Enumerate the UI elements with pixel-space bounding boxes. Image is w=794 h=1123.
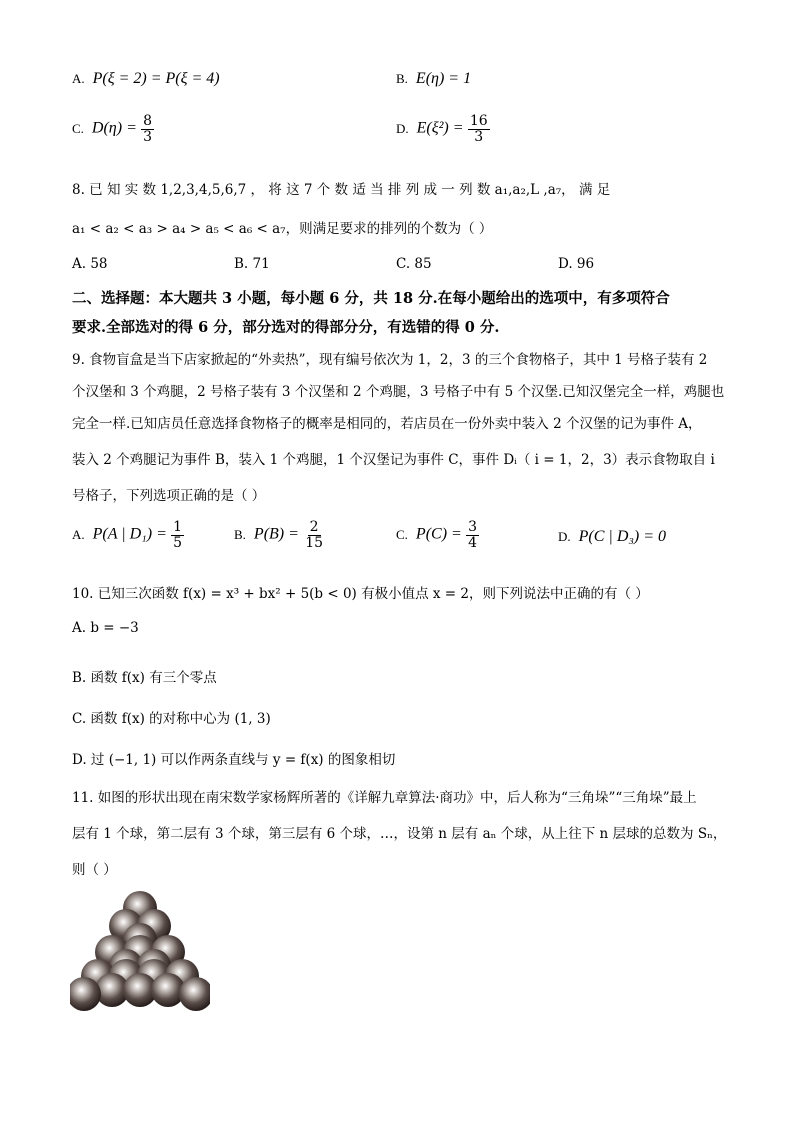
q9-option-b-fraction: $\frac{2}{15}$ [305,519,324,551]
q9-option-c: C. P(C) = $\frac{3}{4}$ [396,519,478,551]
q9-option-d-expr: P(C | D₃) = 0 [578,528,667,545]
q10-option-b: B. 函数 f(x) 有三个零点 [72,670,217,686]
q8-option-b: B. 71 [234,256,270,272]
q7-option-b: B. E(η) = 1 [396,70,472,87]
q7-option-c-fraction: $\frac{8}{3}$ [143,113,153,145]
q8-option-c: C. 85 [396,256,432,272]
q10-option-d: D. 过 (−1, 1) 可以作两条直线与 y = f(x) 的图象相切 [72,752,396,768]
q8-option-a: A. 58 [72,256,108,272]
q9-option-a-fraction: $\frac{1}{5}$ [173,519,183,551]
section-header-line1: 二、选择题：本大题共 3 小题，每小题 6 分，共 18 分.在每小题给出的选项中，有多项符合 [72,290,670,307]
q7-option-a: A. P(ξ = 2) = P(ξ = 4) [72,70,220,87]
q9-stem-line2: 个汉堡和 3 个鸡腿，2 号格子装有 3 个汉堡和 2 个鸡腿，3 号格子中有 5 个汉堡.已知汉堡完全一样，鸡腿也 [72,384,725,400]
q11-stem-line1: 11. 如图的形状出现在南宋数学家杨辉所著的《详解九章算法·商功》中，后人称为“三角垛”“三角垛”最上 [72,790,697,806]
q9-stem-line5: 号格子，下列选项正确的是（ ） [72,488,266,504]
q9-stem-line1: 9. 食物盲盒是当下店家掀起的“外卖热”，现有编号依次为 1，2，3 的三个食物格子，其中 1 号格子装有 2 [72,352,708,368]
q8-stem-line2: a₁ < a₂ < a₃ > a₄ > a₅ < a₆ < a₇，则满足要求的排列的个数为（ ） [72,221,493,237]
q9-stem-line4: 装入 2 个鸡腿记为事件 B，装入 1 个鸡腿，1 个汉堡记为事件 C，事件 Dᵢ（ i = 1，2，3）表示食物取自 i [72,452,715,468]
q11-stem-line2: 层有 1 个球，第二层有 3 个球，第三层有 6 个球，…，设第 n 层有 aₙ 个球，从上往下 n 层球的总数为 Sₙ， [72,826,727,842]
q11-stem-line3: 则（ ） [72,862,117,878]
q8-stem-line1: 8. 已 知 实 数 1,2,3,4,5,6,7 ， 将 这 7 个 数 适 当 排 列 成 一 列 数 a₁,a₂,L ,a₇， 满 足 [72,182,611,198]
q9-stem-line3: 完全一样.已知店员任意选择食物格子的概率是相同的，若店员在一份外卖中装入 2 个汉堡的记为事件 A， [72,416,702,432]
q10-stem: 10. 已知三次函数 f(x) = x³ + bx² + 5(b < 0) 有极小值点 x = 2，则下列说法中正确的有（ ） [72,586,649,602]
q9-option-b: B. P(B) = $\frac{2}{15}$ [234,519,324,551]
q9-option-c-fraction: $\frac{3}{4}$ [468,519,478,551]
triangular-pile-figure [70,888,210,1018]
q9-option-d: D. P(C | D₃) = 0 [558,528,667,545]
q7-option-a-expr: P(ξ = 2) = P(ξ = 4) [92,70,220,87]
q7-option-d: D. E(ξ²) = $\frac{16}{3}$ [396,113,488,145]
q7-option-b-expr: E(η) = 1 [415,70,472,87]
q7-option-c: C. D(η) = $\frac{8}{3}$ [72,113,153,145]
q10-option-c: C. 函数 f(x) 的对称中心为 (1, 3) [72,711,271,727]
section-header-line2: 要求.全部选对的得 6 分，部分选对的得部分分，有选错的得 0 分. [72,319,500,336]
q9-option-a: A. P(A | D₁) = $\frac{1}{5}$ [72,519,183,551]
q8-option-d: D. 96 [558,256,595,272]
q7-option-d-fraction: $\frac{16}{3}$ [469,113,488,145]
q10-option-a: A. b = −3 [72,620,139,636]
